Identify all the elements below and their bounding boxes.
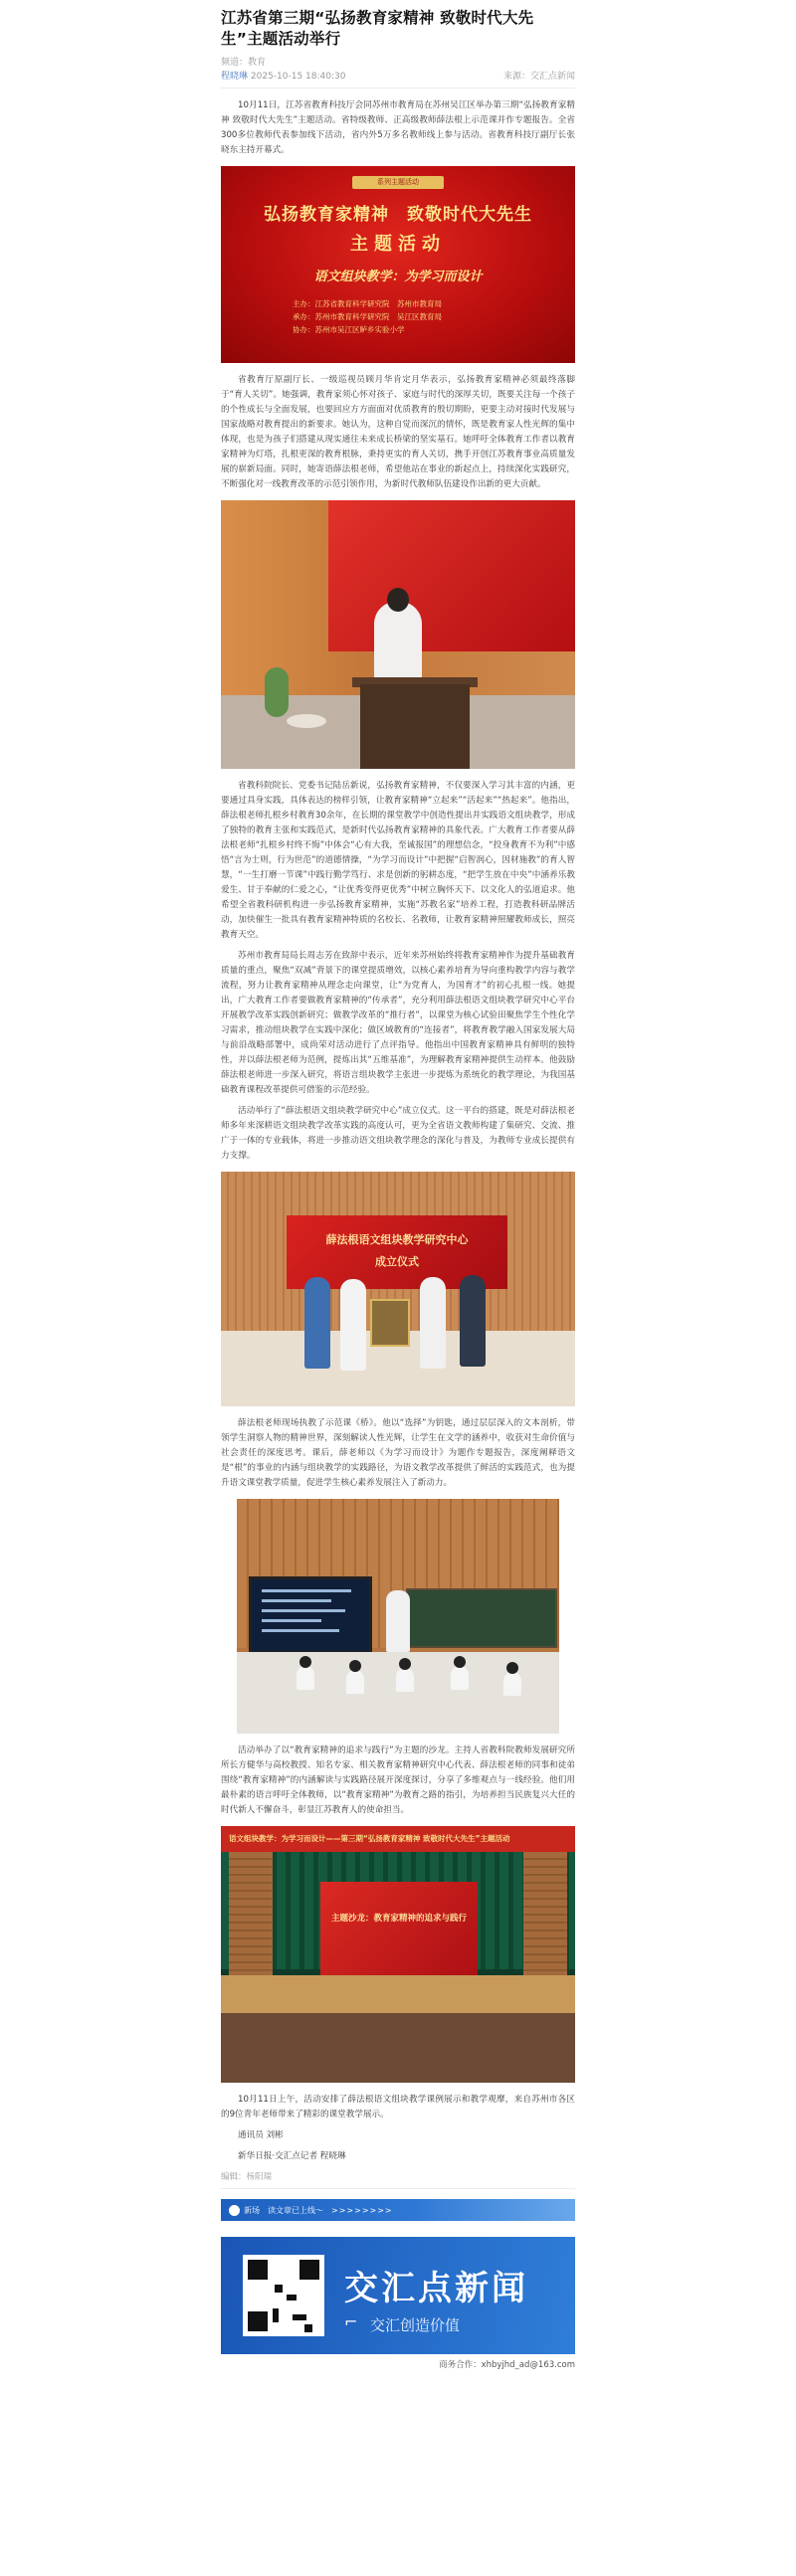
salon-stage-photo: [221, 1826, 575, 2083]
student-figure: [503, 1672, 521, 1696]
promo-slogan: 交汇创造价值: [370, 2316, 461, 2334]
speaker-figure: [374, 602, 422, 681]
audience: [221, 2013, 575, 2083]
qr-module: [293, 2314, 306, 2320]
student-head: [506, 1662, 518, 1674]
article-meta: [221, 56, 575, 89]
channel-line: [221, 56, 575, 70]
correspondent: 通讯员 刘彬: [238, 2130, 284, 2140]
banner-line-2: 主题活动: [350, 234, 446, 255]
editor-label: 编辑：: [221, 2172, 247, 2182]
banner-hosts: [293, 297, 442, 336]
brand-mark-icon: ⌐: [344, 2312, 358, 2331]
plaque-stand: [370, 1299, 410, 1347]
ceremony-line-1: 薛法根语文组块教学研究中心: [325, 1233, 469, 1246]
classroom-photo: [237, 1499, 559, 1734]
paragraph-3: 省教科院院长、党委书记陆岳新说，弘扬教育家精神，不仅要深入学习其丰富的内涵，更要通过具身实践，具体表达的榜样引领，让教育家精神“立起来”“活起来”“热起来”。他指出，薛法根老师扎根乡村教育30余年，在长期的课堂教学中创造性提出并实践语文组块教学，形成了独特的教育主张和实践范式，是新时代弘扬教育家精神的具象代表。广大教育工作者要从薛法根老师“扎根乡村终不悔”中体会“心有大我，至诚报国”的理想信念，“投身教育不为利”中感悟“言为士则，行为世范”的道德情操，“为学习而设计”中把握“启智润心，因材施教”的育人智慧，“一生打磨一节课”中践行勤学笃行、求是创新的躬耕态度，“把学生放在中央”中涵养乐教爱生、甘于奉献的仁爱之心，“让优秀变得更优秀”中树立胸怀天下、以文化人的弘道追求。他希望全省教科研机构进一步弘扬教育家精神，实施“苏教名家”培养工程，打造教科研品牌活动，加快催生一批具有教育家精神特质的名校长、名教师，让教育家精神照耀教师成长，照亮教育天空。: [221, 781, 575, 940]
screen-line: [262, 1609, 345, 1612]
editor-name: 杨阳瑞: [246, 2172, 273, 2182]
source-label: 来源：: [502, 72, 530, 82]
person-figure: [340, 1279, 366, 1371]
student-figure: [346, 1670, 364, 1694]
screen-line: [262, 1599, 331, 1602]
arrow-icon: >>>>>>>>: [331, 2205, 393, 2215]
person-figure: [304, 1277, 330, 1369]
divider: [221, 2188, 575, 2189]
qr-finder: [248, 2311, 268, 2331]
event-banner-photo: [221, 166, 575, 363]
person-figure: [420, 1277, 446, 1369]
student-head: [299, 1656, 311, 1668]
student-figure: [451, 1666, 469, 1690]
paragraph-8: 10月11日上午，活动安排了薛法根语文组块教学课例展示和教学观摩，来自苏州市各区的9位青年老师带来了精彩的课堂教学展示。: [221, 2095, 575, 2119]
source-value: 交汇点新闻: [529, 72, 575, 82]
app-logo-icon: [229, 2205, 240, 2216]
promo-brand: 交汇点新闻: [344, 2269, 528, 2308]
qr-module: [287, 2295, 297, 2300]
source: [503, 70, 575, 84]
stage-screen: [328, 500, 575, 651]
channel-link[interactable]: 教育: [248, 58, 267, 68]
paragraph-7: 活动举办了以“教育家精神的追求与践行”为主题的沙龙。主持人省教科院教师发展研究所所长方健华与高校教授、知名专家、相关教育家精神研究中心代表、薛法根老师的同事和徒弟围绕“教育家精神”的内涵解读与实践路径展开深度探讨，分享了多维观点与一线经验。他们用最朴素的语言呼吁全体教师，以“教育家精神”为教育之路的指引，为培养担当民族复兴大任的时代新人不懈奋斗，彰显江苏教育人的使命担当。: [221, 1746, 575, 1815]
speaker-head: [387, 588, 409, 612]
follow-banner[interactable]: [221, 2199, 575, 2221]
student-head: [454, 1656, 466, 1668]
stage-floor: [221, 1975, 575, 2013]
screen-line: [262, 1619, 321, 1622]
author-link[interactable]: 程晓琳: [221, 72, 249, 82]
student-head: [349, 1660, 361, 1672]
salon-screen: [320, 1882, 478, 1975]
student-head: [399, 1658, 411, 1670]
paragraph-2: 省教育厅原副厅长、一级巡视员顾月华肯定月华表示，弘扬教育家精神必须最终落脚于“育人关切”。她强调，教育家须心怀对孩子、家庭与时代的深厚关切，既要关注每一个孩子的个性成长与全面发展，也要回应方方面面对优质教育的殷切期盼，更要主动对接时代发展与国家战略对教育提出的新要求。她认为，这种自觉而深沉的情怀，既是教育家人性光辉的集中体现，也是为孩子们搭建从现实通往未来成长桥梁的坚实基石。她呼吁全体教育工作者以教育家精神为灯塔，扎根更深的教育根脉，秉持更实的育人关切，携手开创江苏教育事业高质量发展的崭新局面。同时，她寄语薛法根老师，希望他站在事业的新起点上，持续深化实践研究，不断强化对一线教育改革的示范引领作用，为新时代教师队伍建设作出新的更大贡献。: [221, 375, 575, 489]
follow-text: 新场 读文章已上线～: [244, 2205, 323, 2215]
student-figure: [396, 1668, 414, 1692]
business-contact: 商务合作：xhbyjhd_ad@163.com: [439, 2360, 575, 2370]
qr-module: [275, 2285, 283, 2293]
qr-module: [273, 2308, 279, 2322]
article: [221, 0, 575, 2370]
app-promo-banner[interactable]: [221, 2237, 575, 2354]
qr-finder: [248, 2260, 268, 2280]
side-table: [287, 714, 326, 728]
banner-host-2: 承办：苏州市教育科学研究院 吴江区教育局: [293, 312, 442, 321]
byline-row: [221, 70, 575, 89]
speaker-photo: [221, 500, 575, 769]
stage-topbar-text: 语文组块教学：为学习而设计——第三期“弘扬教育家精神 致敬时代大先生”主题活动: [229, 1834, 510, 1843]
screen-line: [262, 1589, 351, 1592]
banner-host-3: 协办：苏州市吴江区鲈乡实验小学: [293, 325, 405, 334]
reporter: 新华日报·交汇点记者 程晓琳: [238, 2151, 346, 2161]
banner-line-3: 语文组块教学：为学习而设计: [313, 270, 483, 284]
banner-tag: 系列主题活动: [352, 176, 444, 189]
salon-screen-text: 主题沙龙：教育家精神的追求与践行: [330, 1914, 467, 1924]
editor-line: [221, 2170, 575, 2182]
person-figure: [460, 1275, 486, 1367]
paragraph-4: 苏州市教育局局长周志芳在致辞中表示，近年来苏州始终将教育家精神作为提升基础教育质量的重点，聚焦“双减”背景下的课堂提质增效，以核心素养培育为导向重构教学内容与教学流程，努力让教育家精神从理念走向课堂，让“为党育人，为国育才”的初心扎根一线。她提出，广大教育工作者要做教育家精神的“传承者”，充分利用薛法根语文组块教学研究中心平台开展教学改革实践创新研究；做教学改革的“推行者”，以课堂为核心试验田聚焦学生个性化学习需求，推动组块教学在实践中深化；做区域教育的“连接者”，将教育教学融入国家发展大局与前沿战略部署中，成尚荣对活动进行了点评指导。他指出中国教育家精神具有鲜明的独特性，并以薛法根老师为范例，提炼出其“五维基准”，为理解教育家精神提供生动样本。他鼓励薛法根老师进一步深入研究，将语言组块教学主张进一步提炼为系统化的教学理论，为我国基础教育课程改革提供可借鉴的示范经验。: [221, 951, 575, 1095]
banner-line-1: 弘扬教育家精神 致敬时代大先生: [264, 205, 532, 225]
podium: [360, 684, 470, 769]
banner-host-1: 主办：江苏省教育科学研究院 苏州市教育局: [293, 299, 442, 308]
display-screen: [249, 1576, 372, 1654]
paragraph-6: 薛法根老师现场执教了示范课《桥》。他以“选择”为钥匙，通过层层深入的文本剖析，带领学生洞察人物的精神世界，深刻解读人性光辉，让学生在文学的涵养中，收获对生命价值与社会责任的深度思考。课后，薛老师以《为学习而设计》为题作专题报告，深度阐释语文是“根”的事业的内涵与组块教学的实践路径，为语文教学改革提供了鲜活的实践范式，也为提升语文课堂教学质量，促进学生核心素养发展注入了新动力。: [221, 1418, 575, 1488]
qr-finder: [299, 2260, 319, 2280]
qr-module: [304, 2324, 312, 2332]
student-figure: [297, 1666, 314, 1690]
channel-label: 频道：: [221, 58, 249, 68]
article-title: 江苏省第三期“弘扬教育家精神 致敬时代大先生”主题活动举行: [221, 9, 534, 48]
plant: [265, 667, 289, 717]
publish-time: 2025-10-15 18:40:30: [250, 72, 346, 82]
teacher-figure: [386, 1590, 410, 1652]
ceremony-photo: [221, 1172, 575, 1406]
screen-line: [262, 1629, 339, 1632]
stage-topbar: [221, 1826, 575, 1852]
ceremony-line-2: 成立仪式: [375, 1255, 419, 1268]
blackboard: [406, 1588, 557, 1648]
paragraph-1: 10月11日，江苏省教育科技厅会同苏州市教育局在苏州吴江区举办第三期“弘扬教育家精神 致敬时代大先生”主题活动。省特级教师、正高级教师薛法根上示范课并作专题报告。全省300多位教师代表参加线下活动，省内外5万多名教师线上参与活动。省教育科技厅副厅长张晓东主持开幕式。: [221, 100, 575, 155]
paragraph-5: 活动举行了“薛法根语文组块教学研究中心”成立仪式。这一平台的搭建，既是对薛法根老师多年来深耕语文组块教学改革实践的高度认可，更为全省语文教师构建了集研究、交流、推广于一体的专业载体，将进一步推动语文组块教学理念的深化与普及，为教师专业成长提供有力支撑。: [221, 1106, 575, 1161]
qr-code-icon: [243, 2255, 324, 2336]
